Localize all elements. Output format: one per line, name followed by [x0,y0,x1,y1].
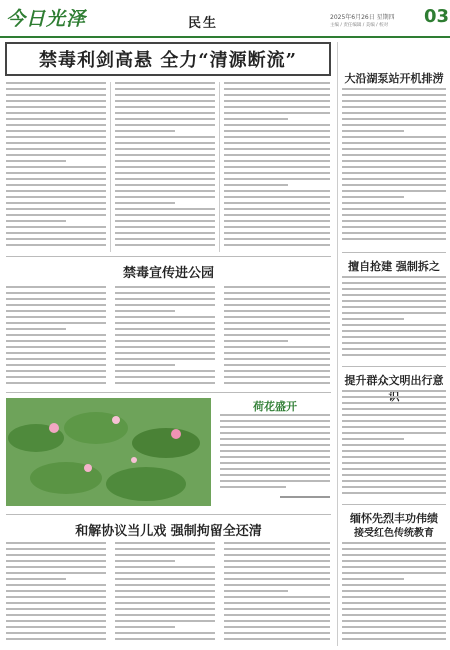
main-article-col-3 [224,82,330,252]
section-divider [6,256,331,257]
main-headline: 禁毒利剑高悬 全力“清源断流” [39,50,297,71]
section-divider [6,392,331,393]
photo-label: 荷花盛开 [253,400,297,413]
right-headline-2: 擅自抢建 强制拆之 [348,260,440,273]
right-column-divider [337,42,338,646]
lotus-photo [6,398,211,506]
section-title: 民生 [188,16,219,31]
second-article-col-2 [115,286,215,386]
bottom-headline: 和解协议当儿戏 强制拘留全还清 [75,524,262,539]
main-article-col-1 [6,82,106,252]
main-headline-box [5,42,331,76]
lotus-pond-image [6,398,211,506]
right-article-3 [342,390,446,500]
photo-caption [220,414,330,494]
bottom-article-col-1 [6,542,106,646]
column-divider [219,82,220,252]
page-number: 03 [424,6,450,27]
right-article-1 [342,88,446,248]
right-headline-3: 提升群众文明出行意识 [344,374,444,403]
masthead-rule [0,36,450,38]
section-divider [342,504,446,505]
right-subheadline-4: 接受红色传统教育 [354,528,434,539]
section-divider [342,252,446,253]
section-divider [6,514,331,515]
bottom-article-col-3 [224,542,330,646]
editor-credits: 主编 / 责任编辑 / 美编 / 校对 [330,23,389,28]
section-divider [342,366,446,367]
photo-credit [280,496,330,498]
main-article-col-2 [115,82,215,252]
bottom-article-col-2 [115,542,215,646]
issue-date: 2025年6月26日 星期四 [330,14,395,21]
second-article-col-3 [224,286,330,386]
second-headline: 禁毒宣传进公园 [122,266,214,281]
masthead [0,0,450,36]
right-headline-4: 缅怀先烈丰功伟绩 [350,512,438,525]
right-article-4 [342,542,446,646]
newspaper-logo: 今日光泽 [6,8,87,30]
column-divider [110,82,111,252]
right-headline-1: 大沿湖泵站开机排涝 [344,72,444,85]
second-article-col-1 [6,286,106,386]
right-article-2 [342,276,446,362]
